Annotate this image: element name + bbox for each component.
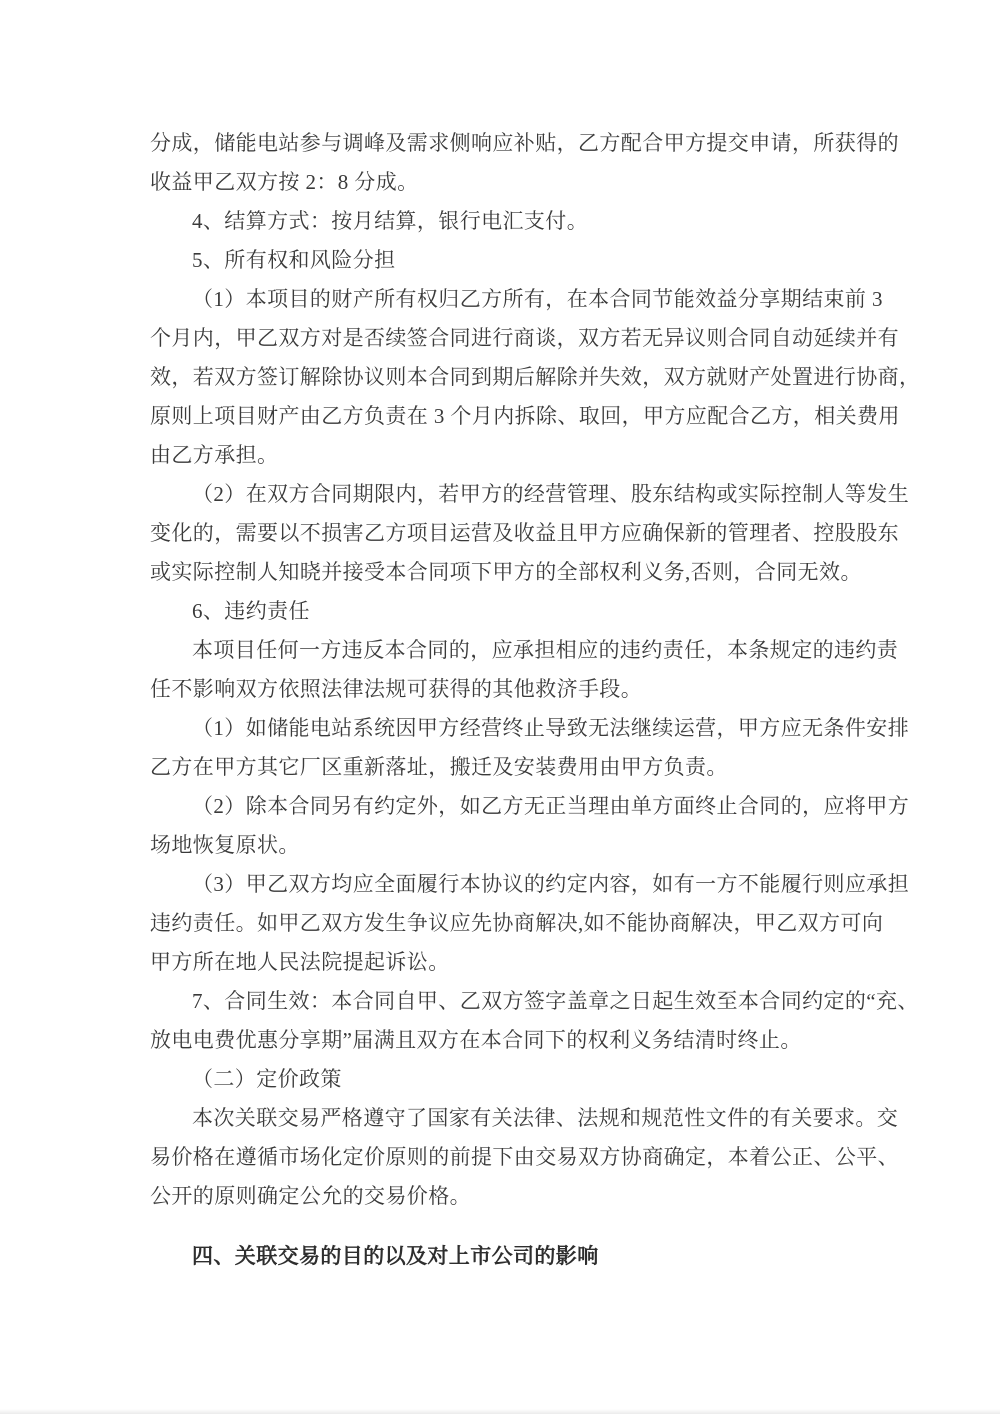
text-line: 易价格在遵循市场化定价原则的前提下由交易双方协商确定，本着公正、公平、 <box>150 1145 899 1169</box>
text-line: 收益甲乙双方按 2：8 分成。 <box>150 170 419 194</box>
text-line: 甲方所在地人民法院提起诉讼。 <box>150 950 450 974</box>
text-line: 场地恢复原状。 <box>150 833 300 857</box>
text-line: （2）除本合同另有约定外，如乙方无正当理由单方面终止合同的，应将甲方 <box>192 794 910 818</box>
text-line: 放电电费优惠分享期”届满且双方在本合同下的权利义务结清时终止。 <box>150 1028 802 1052</box>
page-bottom-edge <box>0 1409 1000 1414</box>
text-line: 效，若双方签订解除协议则本合同到期后解除并失效，双方就财产处置进行协商， <box>150 365 921 389</box>
text-line: 违约责任。如甲乙双方发生争议应先协商解决,如不能协商解决，甲乙双方可向 <box>150 911 884 935</box>
text-line: （2）在双方合同期限内，若甲方的经营管理、股东结构或实际控制人等发生 <box>192 482 910 506</box>
text-line: 5、所有权和风险分担 <box>192 248 396 272</box>
text-line: 或实际控制人知晓并接受本合同项下甲方的全部权利义务,否则，合同无效。 <box>150 560 862 584</box>
text-line: 4、结算方式：按月结算，银行电汇支付。 <box>192 209 589 233</box>
text-line: 6、违约责任 <box>192 599 310 623</box>
text-line: 变化的，需要以不损害乙方项目运营及收益且甲方应确保新的管理者、控股股东 <box>150 521 899 545</box>
text-line: 公开的原则确定公允的交易价格。 <box>150 1184 471 1208</box>
text-line: 原则上项目财产由乙方负责在 3 个月内拆除、取回，甲方应配合乙方，相关费用 <box>150 404 900 428</box>
text-line: 个月内，甲乙双方对是否续签合同进行商谈，双方若无异议则合同自动延续并有 <box>150 326 899 350</box>
text-line: 本项目任何一方违反本合同的，应承担相应的违约责任，本条规定的违约责 <box>192 638 899 662</box>
text-line: （二）定价政策 <box>192 1067 342 1091</box>
text-line: 乙方在甲方其它厂区重新落址，搬迁及安装费用由甲方负责。 <box>150 755 728 779</box>
text-line: 分成，储能电站参与调峰及需求侧响应补贴，乙方配合甲方提交申请，所获得的 <box>150 131 899 155</box>
text-line: （1）本项目的财产所有权归乙方所有，在本合同节能效益分享期结束前 3 <box>192 287 883 311</box>
text-line: （1）如储能电站系统因甲方经营终止导致无法继续运营，甲方应无条件安排 <box>192 716 910 740</box>
text-line: 任不影响双方依照法律法规可获得的其他救济手段。 <box>150 677 643 701</box>
document-body <box>150 124 921 1276</box>
section-heading: 四、关联交易的目的以及对上市公司的影响 <box>192 1245 599 1268</box>
text-line: 7、合同生效：本合同自甲、乙双方签字盖章之日起生效至本合同约定的“充、 <box>192 989 919 1013</box>
text-line: （3）甲乙双方均应全面履行本协议的约定内容，如有一方不能履行则应承担 <box>192 872 910 896</box>
text-line: 本次关联交易严格遵守了国家有关法律、法规和规范性文件的有关要求。交 <box>192 1106 899 1130</box>
text-line: 由乙方承担。 <box>150 443 279 467</box>
